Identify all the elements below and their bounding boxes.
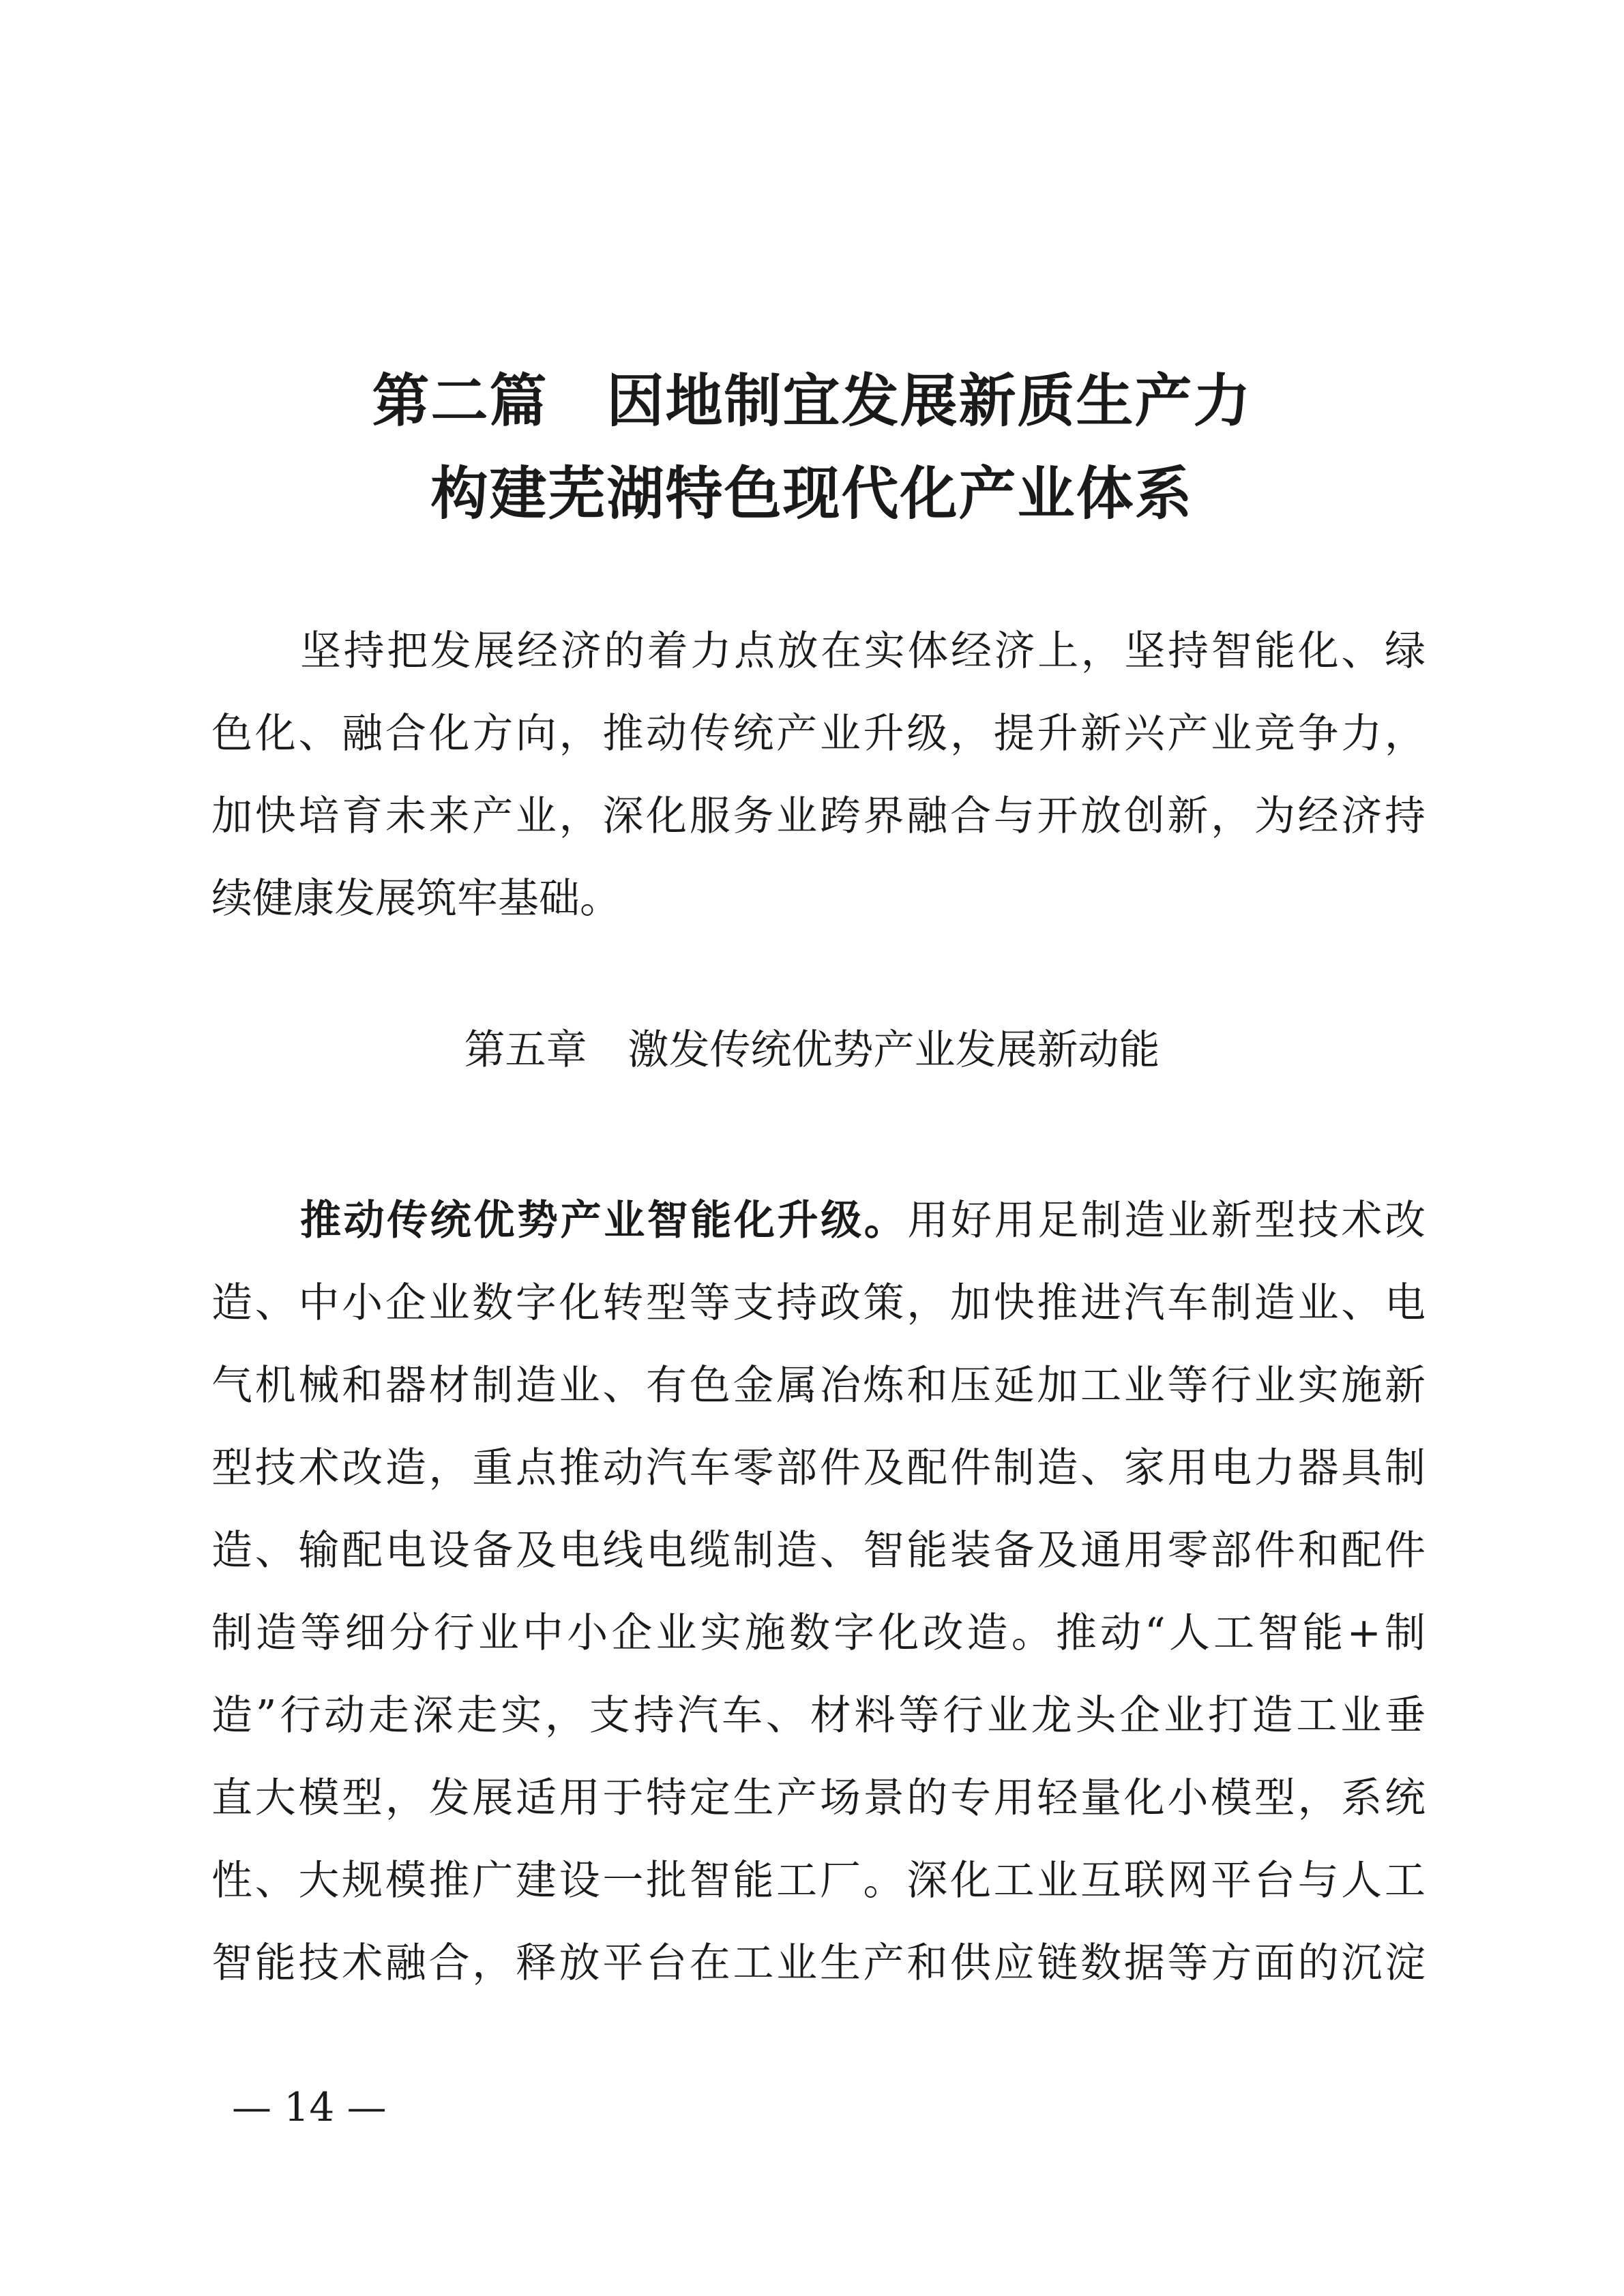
body-line: 型技术改造，重点推动汽车零部件及配件制造、家用电力器具制 [211,1444,1426,1492]
body-paragraph [211,1180,1426,2005]
page-number: — 14 — [232,2084,387,2130]
part-title-line-2: 构建芜湖特色现代化产业体系 [430,460,1194,527]
part-title-line-1: 第二篇 因地制宜发展新质生产力 [372,367,1252,434]
intro-line: 续健康发展筑牢基础。 [211,875,621,923]
body-line-first [211,1180,1426,1262]
chapter-title: 第五章 激发传统优势产业发展新动能 [464,1026,1160,1074]
lead-sentence: 推动传统优势产业智能化升级。 [300,1197,908,1244]
body-line: 性、大规模推广建设一批智能工厂。深化工业互联网平台与人工 [211,1857,1426,1905]
body-text: 用好用足制造业新型技术改 [907,1197,1426,1244]
intro-line: 加快培育未来产业，深化服务业跨界融合与开放创新，为经济持 [211,792,1426,840]
body-line: 智能技术融合，释放平台在工业生产和供应链数据等方面的沉淀 [211,1939,1426,1987]
body-line: 造、中小企业数字化转型等支持政策，加快推进汽车制造业、电 [211,1279,1426,1327]
intro-line: 色化、融合化方向，推动传统产业升级，提升新兴产业竞争力， [211,710,1426,758]
part-title [0,355,1624,540]
body-line: 制造等细分行业中小企业实施数字化改造。推动“人工智能+制 [211,1609,1426,1657]
body-line: 造”行动走深走实，支持汽车、材料等行业龙头企业打造工业垂 [211,1692,1426,1740]
intro-paragraph [211,610,1426,940]
body-line: 造、输配电设备及电线电缆制造、智能装备及通用零部件和配件 [211,1527,1426,1575]
body-line: 直大模型，发展适用于特定生产场景的专用轻量化小模型，系统 [211,1774,1426,1822]
body-line: 气机械和器材制造业、有色金属冶炼和压延加工业等行业实施新 [211,1362,1426,1410]
intro-line: 坚持把发展经济的着力点放在实体经济上，坚持智能化、绿 [300,627,1426,675]
